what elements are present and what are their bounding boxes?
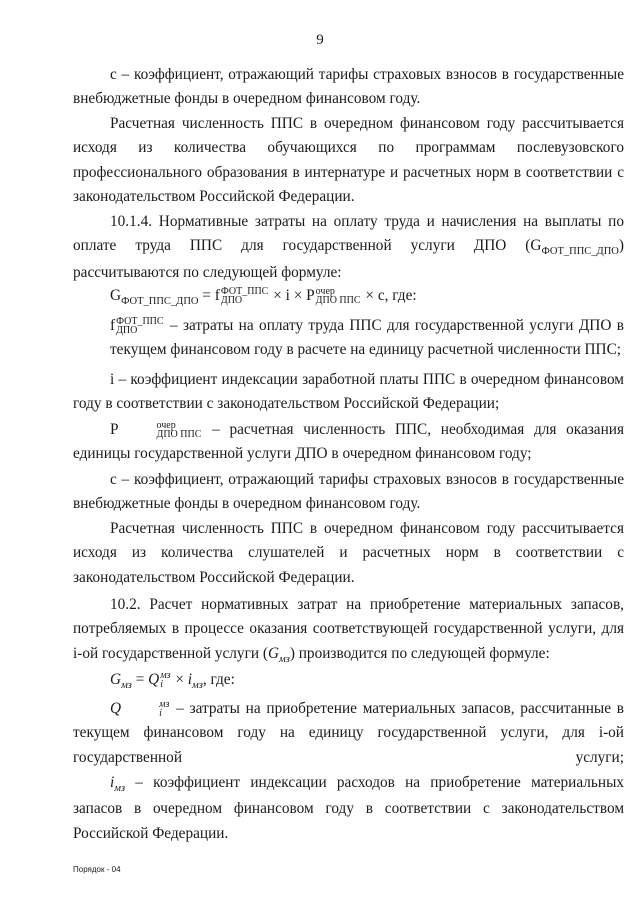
formula-operator: = (198, 287, 215, 304)
formula-symbol: G (110, 287, 122, 304)
paragraph-10-2 (73, 593, 624, 668)
formula-symbol: G (267, 644, 280, 662)
formula-operator: = (131, 671, 149, 688)
formula-symbol: i (110, 774, 115, 791)
formula-subscript: мз (114, 783, 126, 794)
formula-subscript: мз (279, 653, 290, 665)
formula-tail: , где: (202, 671, 235, 688)
formula-index-group (116, 317, 163, 335)
definition-f-fot-pps (110, 314, 624, 363)
formula-operator: × i × (269, 287, 307, 304)
formula-subscript: ДПО (220, 295, 243, 307)
definition-text: – коэффициент индексации расходов на приобретение материальных запасов в очередном финансовом году в соответствии с законодательством Российской Федерации. (73, 774, 624, 842)
formula-superscript: очер (315, 286, 335, 298)
definition-text: – затраты на приобретение материальных запасов, рассчитанные в текущем финансовом году на единицу государственной услуги, для i-ой государственной услуги; (73, 700, 624, 766)
formula-operator: × (171, 671, 188, 688)
definition-c-insurance: с – коэффициент, отражающий тарифы страховых взносов в государственные внебюджетные фонды в очередном финансовом году. (73, 471, 624, 513)
formula-index-group (221, 287, 268, 305)
formula-symbol: f (110, 317, 116, 334)
formula-superscript: мз (160, 670, 171, 682)
paragraph-text: 10.2. Расчет нормативных затрат на приобретение материальных запасов, потребляемых в процессе оказания соответствующей государственной услуги, для i-ой государственной услуги ( (73, 596, 624, 662)
formula-symbol: f (214, 287, 220, 304)
definition-q-mz (73, 697, 624, 770)
formula-index-group (316, 287, 361, 305)
formula-subscript: i (159, 708, 162, 720)
formula-symbol: i (187, 671, 193, 688)
formula-symbol: Q (110, 700, 122, 717)
paragraph-10-1-4 (73, 210, 624, 285)
definition-text: – расчетная численность ППС, необходимая для оказания единицы государственной услуги ДПО в очередном финансовом году; (73, 421, 624, 463)
formula-subscript: мз (192, 680, 203, 691)
paragraph-text: 10.1.4. Нормативные затраты на оплату труда и начисления на выплаты по оплате труда ППС для государственной услуги ДПО ( (73, 213, 624, 255)
paragraph-text: ) рассчитываются по следующей формуле: (73, 237, 624, 281)
formula-index-group (122, 700, 169, 718)
formula-index-group (160, 671, 170, 689)
paragraph-estimated-staff-listeners: Расчетная численность ППС в очередном финансовом году рассчитывается исходя из количества слушателей и расчетных норм в соответствии с законодательством Российской Федерации. (73, 520, 624, 586)
definition-i-indexation: i – коэффициент индексации заработной платы ППС в очередном финансовом году в соответствии с законодательством Российской Федерации; (73, 371, 624, 413)
formula-symbol: G (110, 671, 122, 688)
formula-subscript: ДПО ППС (315, 295, 361, 307)
paragraph-text: ) производится по следующей формуле: (289, 644, 550, 662)
formula-subscript: ФОТ_ППС_ДПО (541, 246, 619, 258)
formula-superscript: ФОТ_ППС (116, 316, 164, 328)
definition-text: – затраты на оплату труда ППС для государственной услуги ДПО в текущем финансовом году в расчете на единицу расчетной численности ППС; (110, 317, 624, 359)
footer-document-code: Порядок - 04 (73, 865, 121, 874)
formula-superscript: мз (159, 699, 170, 711)
formula-symbol: Q (148, 671, 160, 688)
formula-subscript: ФОТ_ППС_ДПО (121, 296, 199, 307)
definition-p-estimated (73, 418, 624, 467)
formula-index-group (120, 421, 202, 439)
formula-g-mz (110, 668, 235, 694)
formula-subscript: ДПО (116, 325, 138, 337)
formula-subscript: i (160, 679, 163, 691)
formula-subscript: ДПО ППС (156, 429, 202, 441)
formula-superscript: ФОТ_ППС (220, 286, 269, 298)
paragraph-estimated-staff-internship: Расчетная численность ППС в очередном финансовом году рассчитывается исходя из количества обучающихся по программам послевузовского профессионального образования в интернатуре и расчетных норм в соответствии с законодательством Российской Федерации. (73, 115, 624, 206)
paragraph-insurance-coefficient: с – коэффициент, отражающий тарифы страховых взносов в государственные внебюджетные фонды в очередном финансовом году. (73, 66, 624, 108)
page-number: 9 (316, 32, 324, 48)
formula-superscript: очер (156, 420, 176, 432)
formula-symbol: P (110, 421, 119, 438)
formula-subscript: мз (121, 680, 132, 691)
formula-fot-pps-dpo (110, 284, 417, 310)
formula-tail: × с, где: (361, 287, 417, 304)
formula-symbol: P (306, 287, 315, 304)
formula-symbol: G (530, 237, 542, 255)
definition-i-mz (73, 771, 624, 846)
